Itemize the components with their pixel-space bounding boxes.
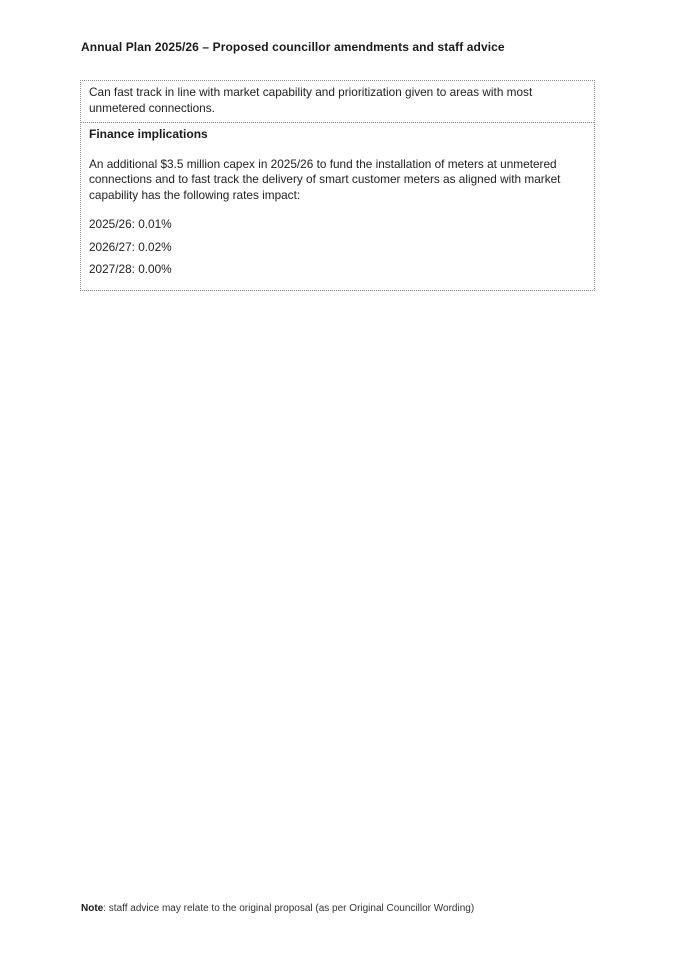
footer-note-text: : staff advice may relate to the original proposal (as per Original Councillor Wording) [103,903,475,914]
footer-note [81,902,601,915]
finance-implications-heading: Finance implications [89,127,208,141]
page-title: Annual Plan 2025/26 – Proposed councillor amendments and staff advice [81,40,505,54]
rates-impact-line-2027-28: 2027/28: 0.00% [89,262,172,276]
staff-advice-cell: Can fast track in line with market capability and prioritization given to areas with most unmetered connections. [89,85,533,115]
rates-impact-line-2026-27: 2026/27: 0.02% [89,239,172,254]
footer-note-label: Note [81,903,104,914]
finance-implications-paragraph: An additional $3.5 million capex in 2025/26 to fund the installation of meters at unmetered connections and to fast track the delivery of smart customer meters as aligned with market capability has the following rates impact: [89,156,561,202]
rates-impact-line-2025-26: 2025/26: 0.01% [89,217,172,231]
advice-table [80,80,595,291]
finance-implications-cell [81,122,594,290]
